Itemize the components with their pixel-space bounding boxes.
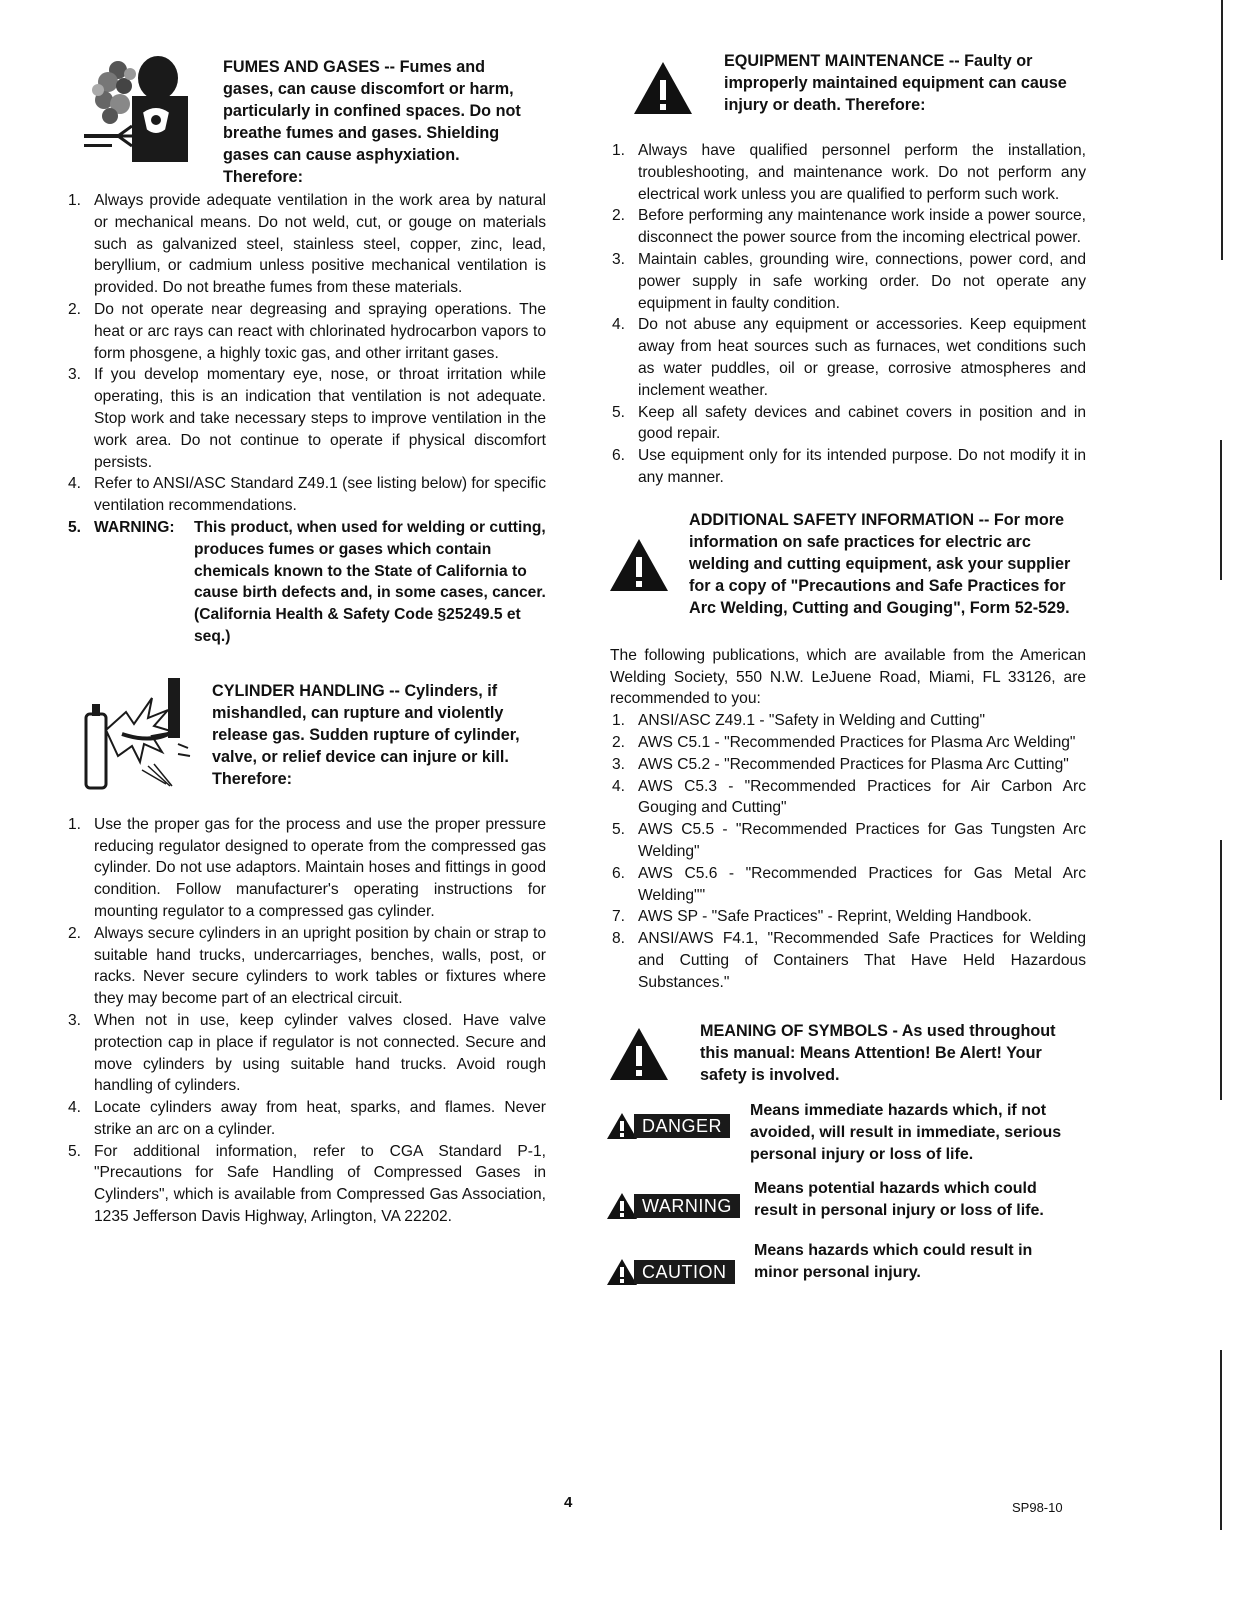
warning-label: WARNING: [94, 518, 175, 536]
warning-text: This product, when used for welding or cutting, produces fumes or gases which contain chemicals known to the State of California to cause birth defects and, in some cases, cancer. (California Health & Safety Code §25249.5 et seq.) [194, 518, 546, 645]
respirator-fumes-icon [80, 52, 200, 169]
list-item: 5. For additional information, refer to CGA Standard P-1, "Precautions for Safe Handling of Compressed Gases in Cylinders", which is available from Compressed Gas Association, 1235 Jefferson Davis Highway, Arlington, VA 22202. [68, 1142, 546, 1226]
document-code: SP98-10 [1012, 1500, 1063, 1515]
list-item: 8. ANSI/AWS F4.1, "Recommended Safe Practices for Welding and Cutting of Containers That Have Held Hazardous Substances." [612, 930, 1086, 991]
list-item: 4. AWS C5.3 - "Recommended Practices for Air Carbon Arc Gouging and Cutting" [612, 777, 1086, 817]
list-item: 4. Locate cylinders away from heat, sparks, and flames. Never strike an arc on a cylinder. [68, 1099, 546, 1138]
cylinder-section-header [66, 674, 546, 814]
caution-badge: CAUTION [606, 1258, 735, 1286]
list-item: 3. AWS C5.2 - "Recommended Practices for Plasma Arc Cutting" [612, 755, 1069, 773]
list-item: 3. If you develop momentary eye, nose, or throat irritation while operating, this is an indication that ventilation is not adequate. Stop work and take necessary steps to improve ventilation in the work area. Do not continue to operate if physical discomfort persists. [68, 366, 546, 471]
list-item: 1. Always provide adequate ventilation in the work area by natural or mechanical means. Do not weld, cut, or gouge on materials such as galvanized steel, stainless steel, copper, zinc, lead, beryllium, or cadmium unless positive mechanical ventilation is provided. Do not breathe fumes from these materials. [68, 192, 546, 297]
additional-info-heading: ADDITIONAL SAFETY INFORMATION -- For more information on safe practices for electric arc welding and cutting equipment, ask your supplier for a copy of "Precautions and Safe Practices for Arc Welding, Cutting and Gouging", Form 52-529. [689, 510, 1071, 617]
signal-words [610, 1100, 1086, 1300]
list-item: 4. Refer to ANSI/ASC Standard Z49.1 (see listing below) for specific ventilation recommendations. [68, 475, 546, 515]
list-item: 2. Do not operate near degreasing and spraying operations. The heat or arc rays can react with chlorinated hydrocarbon vapors to form phosgene, a highly toxic gas, and other irritant gases. [68, 300, 546, 362]
cylinder-heading: CYLINDER HANDLING -- Cylinders, if mishandled, can rupture and violently release gas. Sudden rupture of cylinder, valve, or relief device can injure or kill. Therefore: [212, 681, 520, 788]
list-item: 4. Do not abuse any equipment or accessories. Keep equipment away from heat sources such as furnaces, wet conditions such as water puddles, oil or grease, corrosive atmospheres and inclement weather. [612, 316, 1086, 399]
danger-description: Means immediate hazards which, if not avoided, will result in immediate, serious personal injury or loss of life. [750, 1101, 1062, 1163]
caution-description: Means hazards which could result in minor personal injury. [754, 1241, 1033, 1281]
warning-triangle-icon [632, 60, 694, 116]
scan-edge-mark [1220, 840, 1222, 1100]
page-number: 4 [564, 1494, 573, 1511]
list-item: 7. AWS SP - "Safe Practices" - Reprint, Welding Handbook. [612, 908, 1032, 926]
list-item: 5. Keep all safety devices and cabinet covers in position and in good repair. [612, 403, 1086, 443]
scan-edge-mark [1220, 1350, 1222, 1530]
maintenance-heading: EQUIPMENT MAINTENANCE -- Faulty or improperly maintained equipment can cause injury or death. Therefore: [724, 52, 1067, 114]
publications-list [610, 710, 1086, 993]
scan-edge-mark [1221, 0, 1223, 260]
list-item: 3. Maintain cables, grounding wire, connections, power cord, and power supply in safe working order. Do not operate any equipment in faulty condition. [612, 250, 1086, 312]
list-item: 5. AWS C5.5 - "Recommended Practices for Gas Tungsten Arc Welding" [612, 821, 1086, 860]
fumes-list [66, 190, 546, 648]
list-item: 6. AWS C5.6 - "Recommended Practices for Gas Metal Arc Welding"" [612, 864, 1086, 904]
warning-triangle-icon [608, 537, 670, 593]
scan-edge-mark [1220, 440, 1222, 580]
left-column [66, 52, 546, 1228]
list-item: 3. When not in use, keep cylinder valves closed. Have valve protection cap in place if regulator is not connected. Secure and move cylinders by using suitable hand trucks. Avoid rough handling of cylinders. [68, 1011, 546, 1095]
symbols-section-header [610, 1020, 1086, 1100]
right-column [610, 52, 1086, 1300]
symbols-heading: MEANING OF SYMBOLS - As used throughout this manual: Means Attention! Be Alert! Your safety is involved. [700, 1021, 1056, 1084]
list-item: 1. ANSI/ASC Z49.1 - "Safety in Welding and Cutting" [612, 712, 986, 730]
fumes-heading: FUMES AND GASES -- Fumes and gases, can cause discomfort or harm, particularly in confined spaces. Do not breathe fumes and gases. Shielding gases can cause asphyxiation. Therefore: [223, 58, 521, 186]
maintenance-section-header [610, 52, 1086, 140]
california-warning-item: 5. WARNING: This product, when used for welding or cutting, produces fumes or gases which contain chemicals known to the State of California to cause birth defects and, in some cases, cancer. (California Health & Safety Code §25249.5 et seq.) [66, 517, 546, 648]
list-item: 1. Always have qualified personnel perform the installation, troubleshooting, and maintenance work. Do not perform any electrical work unless you are qualified to perform such work. [612, 142, 1086, 203]
additional-info-section [610, 509, 1086, 645]
fumes-section-header [66, 52, 546, 190]
list-item: 1. Use the proper gas for the process and use the proper pressure reducing regulator designed to operate from the compressed gas cylinder. Do not use adaptors. Maintain hoses and fittings in good condition. Follow manufacturer's operating instructions for mounting regulator to a compressed gas cylinder. [68, 815, 546, 920]
danger-badge: DANGER [606, 1112, 730, 1140]
warning-badge: WARNING [606, 1192, 740, 1220]
cylinder-list [66, 814, 546, 1228]
maintenance-list [610, 140, 1086, 489]
list-item: 6. Use equipment only for its intended purpose. Do not modify it in any manner. [612, 447, 1086, 486]
warning-triangle-icon [608, 1026, 670, 1082]
list-item: 2. AWS C5.1 - "Recommended Practices for Plasma Arc Welding" [612, 733, 1076, 751]
exploding-cylinder-icon [82, 674, 194, 797]
warning-description: Means potential hazards which could result in personal injury or loss of life. [754, 1179, 1044, 1219]
list-item: 2. Before performing any maintenance work inside a power source, disconnect the power source from the incoming electrical power. [612, 207, 1086, 247]
publications-intro: The following publications, which are available from the American Welding Society, 550 N.W. LeJuene Road, Miami, FL 33126, are recommended to you: [610, 646, 1086, 708]
list-item: 2. Always secure cylinders in an upright position by chain or strap to suitable hand trucks, undercarriages, benches, walls, post, or racks. Never secure cylinders to work tables or fixtures where they may become part of an electrical circuit. [68, 924, 546, 1008]
